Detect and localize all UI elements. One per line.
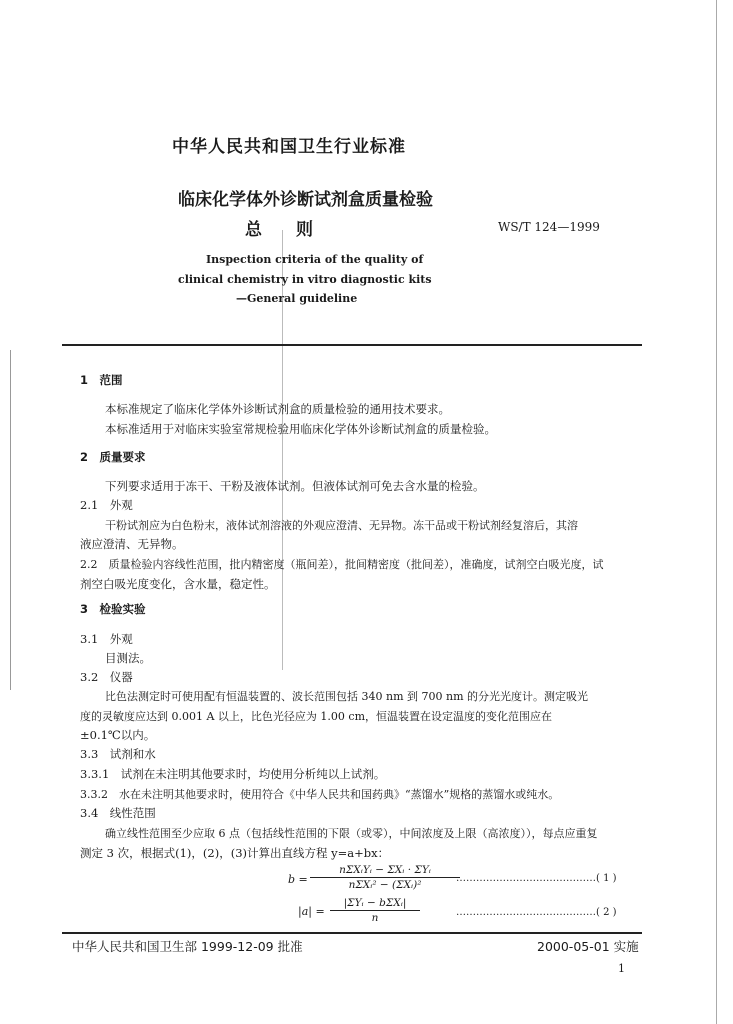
left-margin-mark — [10, 350, 11, 690]
section-1-para-2: 本标准适用于对临床实验室常规检验用临床化学体外诊断试剂盒的质量检验。 — [105, 422, 496, 436]
formula-2-denominator: n — [371, 912, 379, 924]
section-3-3-1: 3.3.1 试剂在未注明其他要求时，均使用分析纯以上试剂。 — [80, 767, 386, 781]
section-2-2-line-2: 剂空白吸光度变化，含水量，稳定性。 — [80, 577, 276, 591]
section-3-2-line-2: 度的灵敏度应达到 0.001 A 以上，比色光径应为 1.00 cm，恒温装置在设定温度的变化范围应在 — [80, 710, 552, 723]
right-margin-mark — [716, 0, 717, 1024]
header-divider — [62, 344, 642, 346]
document-title-cn: 临床化学体外诊断试剂盒质量检验 — [178, 190, 433, 210]
section-2-2-line-1: 2.2 质量检验内容线性范围，批内精密度（瓶间差），批间精密度（批间差），准确度，试剂空白吸光度，试 — [80, 558, 604, 571]
title-en-line-1: Inspection criteria of the quality of — [206, 253, 424, 266]
page-number: 1 — [618, 962, 625, 975]
implementation-date: 2000-05-01 实施 — [537, 939, 639, 954]
formula-1-lhs: b = — [288, 873, 308, 886]
section-3-2-heading: 3.2 仪器 — [80, 670, 133, 684]
section-2-1-line-2: 液应澄清、无异物。 — [80, 537, 184, 551]
title-en-line-3: —General guideline — [236, 292, 358, 305]
org-title: 中华人民共和国卫生行业标准 — [172, 137, 406, 157]
document-subtitle-cn: 总 则 — [245, 220, 313, 240]
section-2-1-line-1: 干粉试剂应为白色粉末，液体试剂溶液的外观应澄清、无异物。冻干品或干粉试剂经复溶后，其溶 — [105, 519, 578, 532]
section-3-2-line-1: 比色法测定时可使用配有恒温装置的、波长范围包括 340 nm 到 700 nm 的分光光度计。测定吸光 — [105, 690, 588, 703]
formula-1-numerator: nΣXᵢYᵢ − ΣXᵢ · ΣYᵢ — [310, 864, 460, 878]
section-3-4-heading: 3.4 线性范围 — [80, 806, 156, 820]
section-3-4-line-2: 测定 3 次，根据式(1)，(2)，(3)计算出直线方程 y=a+bx： — [80, 846, 390, 860]
title-en-line-2: clinical chemistry in vitro diagnostic kits — [178, 273, 432, 286]
section-3-3-heading: 3.3 试剂和水 — [80, 747, 156, 761]
section-1-heading: 1 范围 — [80, 373, 123, 387]
formula-2-fraction — [330, 897, 420, 924]
section-3-1-heading: 3.1 外观 — [80, 632, 133, 646]
standard-code: WS/T 124—1999 — [498, 220, 600, 234]
formula-1-number: ……………………………………( 1 ) — [456, 873, 617, 884]
formula-2-lhs: |a| = — [298, 905, 325, 918]
formula-1-fraction — [310, 864, 460, 891]
section-2-heading: 2 质量要求 — [80, 450, 146, 464]
section-3-4-line-1: 确立线性范围至少应取 6 点（包括线性范围的下限（或零），中间浓度及上限（高浓度）），每点应重复 — [105, 827, 598, 840]
section-3-heading: 3 检验实验 — [80, 602, 146, 616]
section-3-1-text: 目测法。 — [105, 651, 151, 665]
formula-1-denominator: nΣXᵢ² − (ΣXᵢ)² — [348, 879, 422, 891]
section-3-2-line-3: ±0.1℃以内。 — [80, 728, 156, 742]
footer-divider — [62, 932, 642, 934]
section-2-1-heading: 2.1 外观 — [80, 498, 133, 512]
section-3-3-2: 3.3.2 水在未注明其他要求时，使用符合《中华人民共和国药典》“蒸馏水”规格的蒸馏水或纯水。 — [80, 788, 560, 801]
formula-2-numerator: |ΣYᵢ − bΣXᵢ| — [330, 897, 420, 911]
approval-line: 中华人民共和国卫生部 1999-12-09 批准 — [72, 939, 303, 954]
section-2-para-1: 下列要求适用于冻干、干粉及液体试剂。但液体试剂可免去含水量的检验。 — [105, 479, 485, 493]
section-1-para-1: 本标准规定了临床化学体外诊断试剂盒的质量检验的通用技术要求。 — [105, 402, 450, 416]
formula-2-number: ……………………………………( 2 ) — [456, 907, 617, 918]
